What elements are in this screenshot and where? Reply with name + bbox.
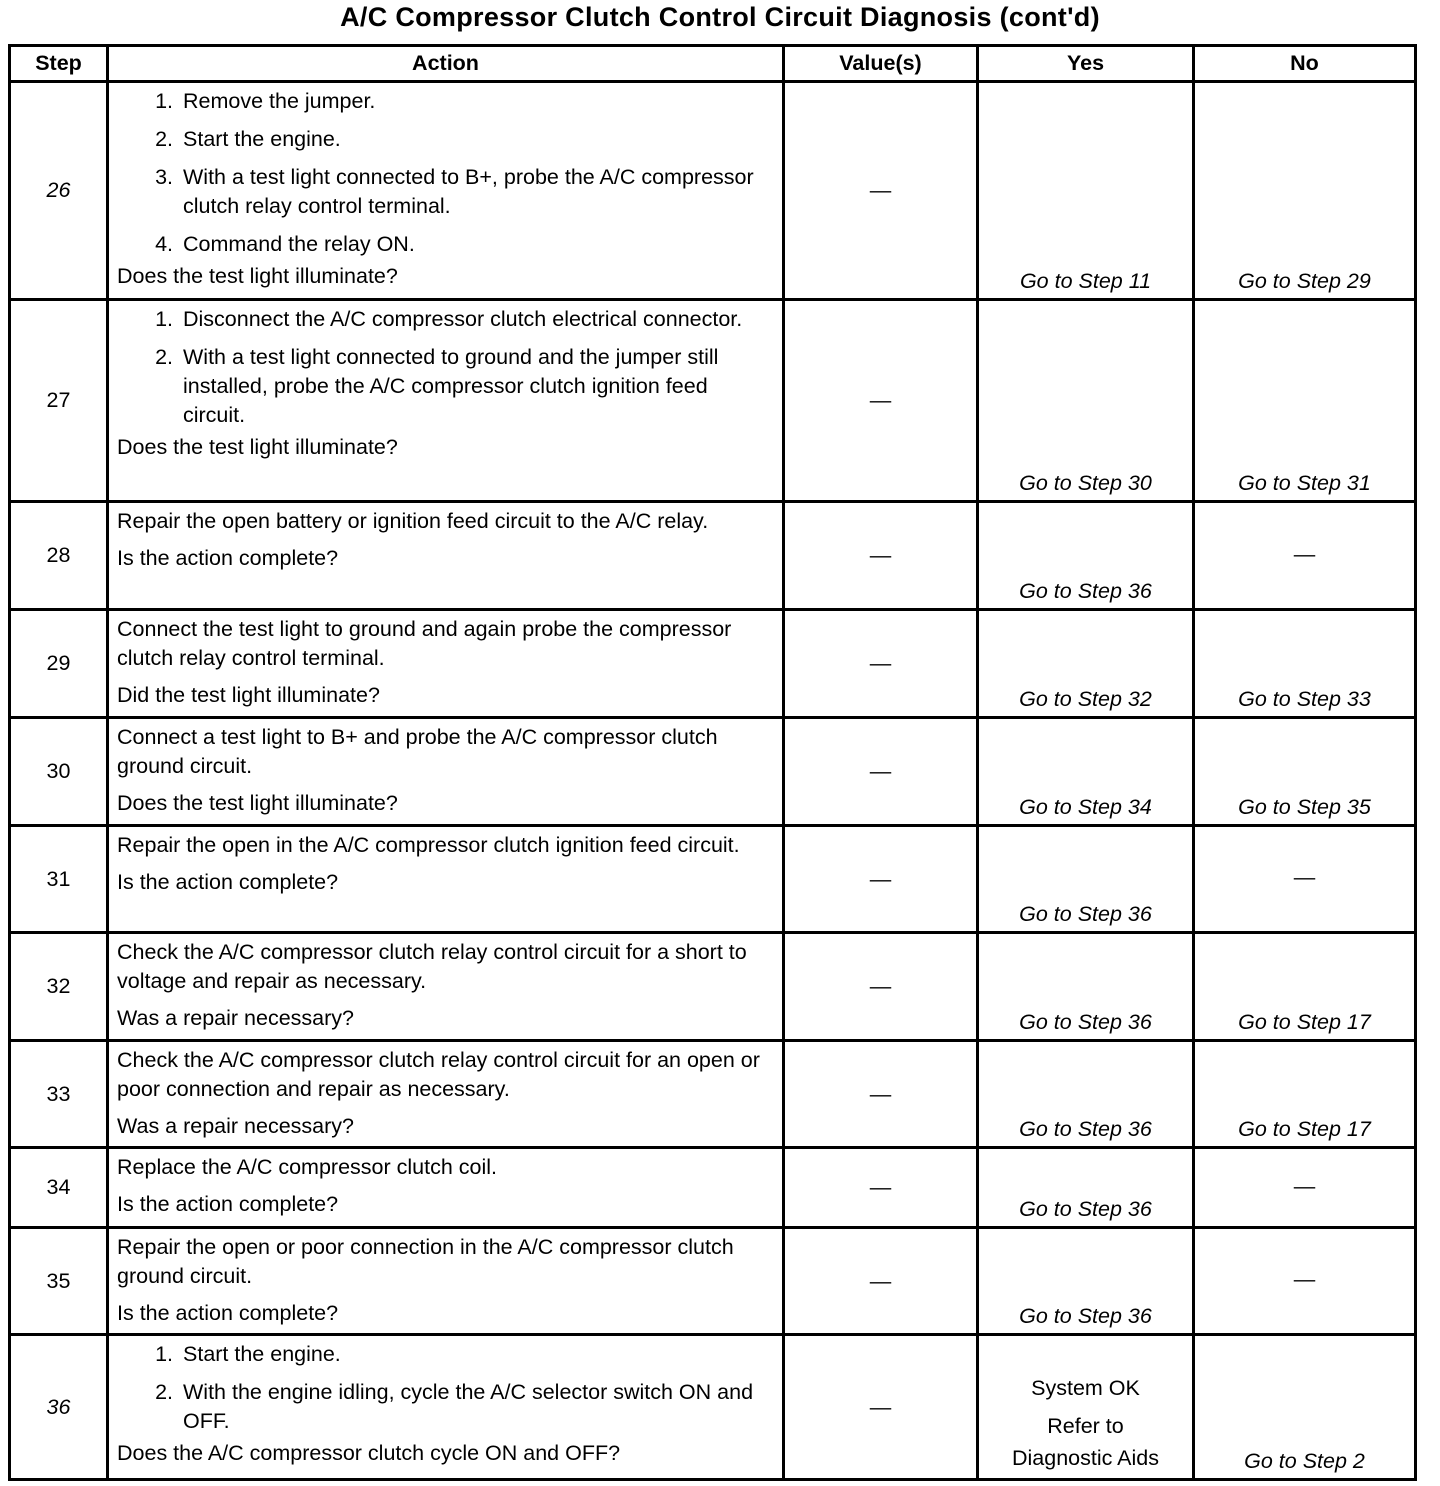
action-step: 3. With a test light connected to B+, probe the A/C compressor clutch relay control terminal. — [179, 163, 774, 221]
action-text: Repair the open in the A/C compressor clutch ignition feed circuit. — [117, 833, 740, 857]
no-cell: Go to Step 17 — [1194, 1041, 1416, 1148]
yes-cell: Go to Step 11 — [978, 82, 1194, 300]
action-question: Was a repair necessary? — [117, 1006, 354, 1030]
value-cell: — — [784, 933, 978, 1041]
action-step: 2. With a test light connected to ground and the jumper still installed, probe the A/C compressor clutch ignition feed circuit. — [179, 343, 774, 430]
action-text: Repair the open battery or ignition feed circuit to the A/C relay. — [117, 509, 709, 533]
value-cell: — — [784, 610, 978, 718]
action-step: 1. Start the engine. — [179, 1340, 774, 1369]
step-number: 26 — [10, 82, 108, 300]
action-cell — [108, 1335, 784, 1480]
yes-cell: Go to Step 36 — [978, 826, 1194, 933]
no-cell: Go to Step 35 — [1194, 718, 1416, 826]
value-cell: — — [784, 82, 978, 300]
action-cell — [108, 610, 784, 718]
yes-cell: Go to Step 32 — [978, 610, 1194, 718]
no-cell: — — [1194, 1228, 1416, 1335]
no-cell: Go to Step 31 — [1194, 300, 1416, 502]
value-cell: — — [784, 1228, 978, 1335]
action-text: Replace the A/C compressor clutch coil. — [117, 1155, 497, 1179]
step-number: 34 — [10, 1148, 108, 1228]
step-number: 27 — [10, 300, 108, 502]
table-row — [10, 1228, 1416, 1335]
yes-cell: Go to Step 36 — [978, 1041, 1194, 1148]
no-cell: — — [1194, 826, 1416, 933]
action-cell — [108, 1148, 784, 1228]
action-cell — [108, 718, 784, 826]
step-number: 33 — [10, 1041, 108, 1148]
action-steps — [117, 87, 774, 259]
action-text: Connect a test light to B+ and probe the A/C compressor clutch ground circuit. — [117, 725, 718, 778]
no-cell: — — [1194, 502, 1416, 610]
step-number: 30 — [10, 718, 108, 826]
value-cell: — — [784, 502, 978, 610]
action-question: Does the test light illuminate? — [117, 791, 398, 815]
table-row — [10, 300, 1416, 502]
action-step: 4. Command the relay ON. — [179, 230, 774, 259]
action-question: Did the test light illuminate? — [117, 683, 380, 707]
yes-cell: Go to Step 36 — [978, 1228, 1194, 1335]
step-number: 36 — [10, 1335, 108, 1480]
table-row — [10, 933, 1416, 1041]
table-row — [10, 1041, 1416, 1148]
diagnosis-table — [8, 44, 1417, 1481]
no-cell: Go to Step 2 — [1194, 1335, 1416, 1480]
action-question: Does the A/C compressor clutch cycle ON and OFF? — [117, 1441, 621, 1465]
yes-line: Diagnostic Aids — [1012, 1446, 1159, 1470]
table-row — [10, 718, 1416, 826]
yes-cell: Go to Step 30 — [978, 300, 1194, 502]
action-question: Does the test light illuminate? — [117, 264, 398, 288]
step-number: 29 — [10, 610, 108, 718]
step-number: 28 — [10, 502, 108, 610]
action-step: 2. Start the engine. — [179, 125, 774, 154]
step-number: 31 — [10, 826, 108, 933]
action-text: Repair the open or poor connection in the A/C compressor clutch ground circuit. — [117, 1235, 734, 1288]
action-text: Check the A/C compressor clutch relay control circuit for a short to voltage and repair as necessary. — [117, 940, 747, 993]
table-row — [10, 610, 1416, 718]
header-action: Action — [108, 46, 784, 82]
action-steps — [117, 305, 774, 430]
action-step: 1. Disconnect the A/C compressor clutch electrical connector. — [179, 305, 774, 334]
header-yes: Yes — [978, 46, 1194, 82]
yes-line: Refer to — [1047, 1414, 1124, 1438]
yes-cell — [978, 1335, 1194, 1480]
action-cell — [108, 826, 784, 933]
action-cell — [108, 300, 784, 502]
table-row — [10, 826, 1416, 933]
action-cell — [108, 1228, 784, 1335]
action-question: Is the action complete? — [117, 546, 339, 570]
table-row — [10, 1148, 1416, 1228]
value-cell: — — [784, 1335, 978, 1480]
action-question: Is the action complete? — [117, 1192, 339, 1216]
step-number: 32 — [10, 933, 108, 1041]
no-cell: Go to Step 33 — [1194, 610, 1416, 718]
no-cell: Go to Step 29 — [1194, 82, 1416, 300]
header-row — [10, 46, 1416, 82]
action-text: Check the A/C compressor clutch relay control circuit for an open or poor connection and repair as necessary. — [117, 1048, 760, 1101]
action-steps — [117, 1340, 774, 1436]
action-cell — [108, 933, 784, 1041]
no-cell: Go to Step 17 — [1194, 933, 1416, 1041]
action-question: Does the test light illuminate? — [117, 435, 398, 459]
value-cell: — — [784, 300, 978, 502]
value-cell: — — [784, 1148, 978, 1228]
header-step: Step — [10, 46, 108, 82]
action-cell — [108, 1041, 784, 1148]
action-cell — [108, 502, 784, 610]
step-number: 35 — [10, 1228, 108, 1335]
value-cell: — — [784, 718, 978, 826]
yes-cell: Go to Step 36 — [978, 1148, 1194, 1228]
action-question: Was a repair necessary? — [117, 1114, 354, 1138]
value-cell: — — [784, 1041, 978, 1148]
header-values: Value(s) — [784, 46, 978, 82]
action-step: 2. With the engine idling, cycle the A/C selector switch ON and OFF. — [179, 1378, 774, 1436]
action-question: Is the action complete? — [117, 1301, 339, 1325]
yes-line: System OK — [1031, 1376, 1140, 1400]
table-row — [10, 1335, 1416, 1480]
page-title: A/C Compressor Clutch Control Circuit Diagnosis (cont'd) — [340, 2, 1100, 32]
action-text: Connect the test light to ground and again probe the compressor clutch relay control terminal. — [117, 617, 732, 670]
value-cell: — — [784, 826, 978, 933]
yes-cell: Go to Step 34 — [978, 718, 1194, 826]
table-row — [10, 502, 1416, 610]
table-row — [10, 82, 1416, 300]
action-step: 1. Remove the jumper. — [179, 87, 774, 116]
action-question: Is the action complete? — [117, 870, 339, 894]
action-cell — [108, 82, 784, 300]
no-cell: — — [1194, 1148, 1416, 1228]
yes-cell: Go to Step 36 — [978, 933, 1194, 1041]
header-no: No — [1194, 46, 1416, 82]
yes-cell: Go to Step 36 — [978, 502, 1194, 610]
